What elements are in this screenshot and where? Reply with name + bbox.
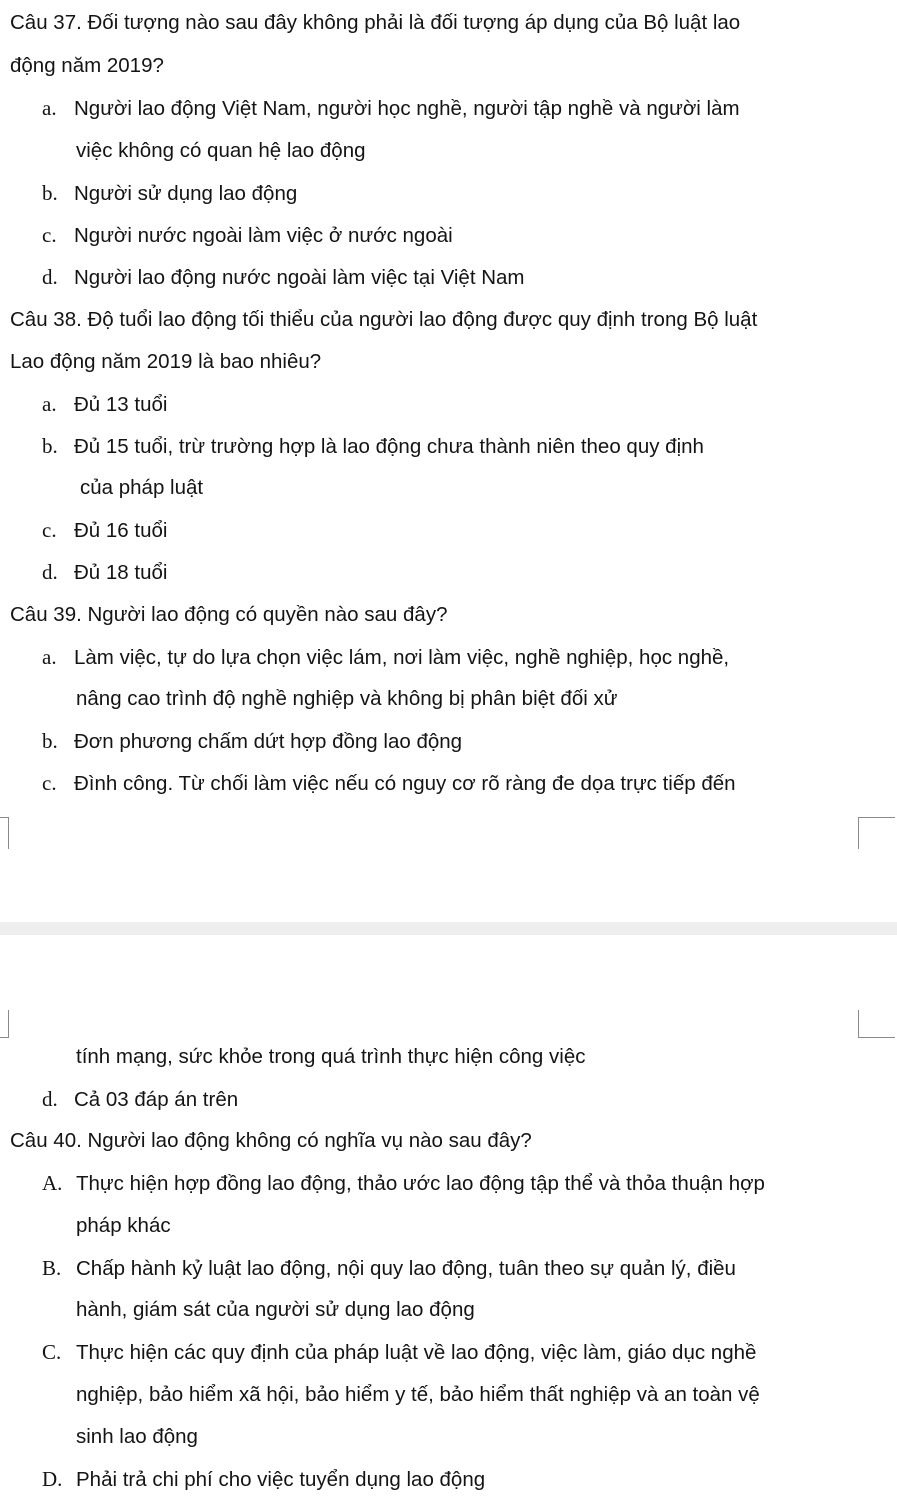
option-text: Đủ 15 tuổi, trừ trường hợp là lao động chưa thành niên theo quy định xyxy=(74,435,704,458)
option-text: Đủ 13 tuổi xyxy=(74,393,168,416)
option-letter: b. xyxy=(42,434,58,458)
option-text: Thực hiện các quy định của pháp luật về lao động, việc làm, giáo dục nghề xyxy=(76,1341,757,1364)
option-letter: c. xyxy=(42,518,57,542)
q37-option-a xyxy=(42,87,740,129)
question-37-title: Câu 37. Đối tượng nào sau đây không phải là đối tượng áp dụng của Bộ luật lao xyxy=(10,11,741,34)
option-letter: d. xyxy=(42,1087,58,1111)
option-letter: a. xyxy=(42,645,57,669)
crop-mark-top-left xyxy=(0,817,9,849)
option-letter: C. xyxy=(42,1340,62,1364)
option-letter: A. xyxy=(42,1171,63,1195)
option-text: Đơn phương chấm dứt hợp đồng lao động xyxy=(74,730,463,753)
option-letter: b. xyxy=(42,181,58,205)
option-text: Chấp hành kỷ luật lao động, nội quy lao động, tuân theo sự quản lý, điều xyxy=(76,1257,736,1280)
q37-option-a-cont: việc không có quan hệ lao động xyxy=(76,139,366,162)
q40-option-A-cont: pháp khác xyxy=(76,1214,171,1237)
option-letter: b. xyxy=(42,729,58,753)
question-37-title-cont: động năm 2019? xyxy=(10,54,164,77)
option-text: Cả 03 đáp án trên xyxy=(74,1088,239,1111)
option-text: Làm việc, tự do lựa chọn việc lám, nơi làm việc, nghề nghiệp, học nghề, xyxy=(74,646,730,669)
crop-mark-bottom-left xyxy=(0,1010,9,1038)
q39-option-a-cont: nâng cao trình độ nghề nghiệp và không bị phân biệt đối xử xyxy=(76,687,618,710)
q40-option-D xyxy=(42,1458,485,1500)
option-text: Phải trả chi phí cho việc tuyển dụng lao động xyxy=(76,1468,486,1491)
q39-option-c-cont: tính mạng, sức khỏe trong quá trình thực hiện công việc xyxy=(76,1045,586,1068)
q37-option-b xyxy=(42,172,297,214)
question-38-title: Câu 38. Độ tuổi lao động tối thiểu của người lao động được quy định trong Bộ luật xyxy=(10,308,758,331)
q40-option-A xyxy=(42,1162,765,1204)
option-text: Thực hiện hợp đồng lao động, thảo ước lao động tập thể và thỏa thuận hợp xyxy=(76,1172,765,1195)
q40-option-C xyxy=(42,1331,756,1373)
q40-option-C-cont: nghiệp, bảo hiểm xã hội, bảo hiểm y tế, bảo hiểm thất nghiệp và an toàn vệ xyxy=(76,1383,760,1406)
option-letter: d. xyxy=(42,560,58,584)
option-letter: c. xyxy=(42,223,57,247)
q37-option-d xyxy=(42,256,525,298)
q39-option-a xyxy=(42,636,729,678)
option-letter: B. xyxy=(42,1256,62,1280)
q38-option-b xyxy=(42,425,704,467)
q38-option-a xyxy=(42,383,167,425)
crop-mark-top-right xyxy=(858,817,895,849)
q38-option-c xyxy=(42,509,167,551)
q39-option-b xyxy=(42,720,462,762)
option-letter: c. xyxy=(42,771,57,795)
option-letter: D. xyxy=(42,1467,63,1491)
q40-option-C-cont2: sinh lao động xyxy=(76,1425,198,1448)
option-text: Đủ 18 tuổi xyxy=(74,561,168,584)
option-letter: a. xyxy=(42,392,57,416)
option-letter: a. xyxy=(42,96,57,120)
crop-mark-bottom-right xyxy=(858,1010,895,1038)
q37-option-c xyxy=(42,214,453,256)
q39-option-d xyxy=(42,1078,238,1120)
option-text: Người lao động Việt Nam, người học nghề, người tập nghề và người làm xyxy=(74,97,740,120)
option-text: Người sử dụng lao động xyxy=(74,182,298,205)
option-text: Người lao động nước ngoài làm việc tại Việt Nam xyxy=(74,266,525,289)
page-separator xyxy=(0,922,897,935)
q38-option-d xyxy=(42,551,167,593)
option-text: Người nước ngoài làm việc ở nước ngoài xyxy=(74,224,453,247)
q40-option-B xyxy=(42,1247,736,1289)
option-letter: d. xyxy=(42,265,58,289)
q38-option-b-cont: của pháp luật xyxy=(80,476,204,499)
q40-option-B-cont: hành, giám sát của người sử dụng lao động xyxy=(76,1298,475,1321)
question-39-title: Câu 39. Người lao động có quyền nào sau đây? xyxy=(10,603,448,626)
option-text: Đủ 16 tuổi xyxy=(74,519,168,542)
question-40-title: Câu 40. Người lao động không có nghĩa vụ nào sau đây? xyxy=(10,1129,532,1152)
option-text: Đình công. Từ chối làm việc nếu có nguy cơ rõ ràng đe dọa trực tiếp đến xyxy=(74,772,736,795)
q39-option-c xyxy=(42,762,736,804)
question-38-title-cont: Lao động năm 2019 là bao nhiêu? xyxy=(10,350,322,373)
